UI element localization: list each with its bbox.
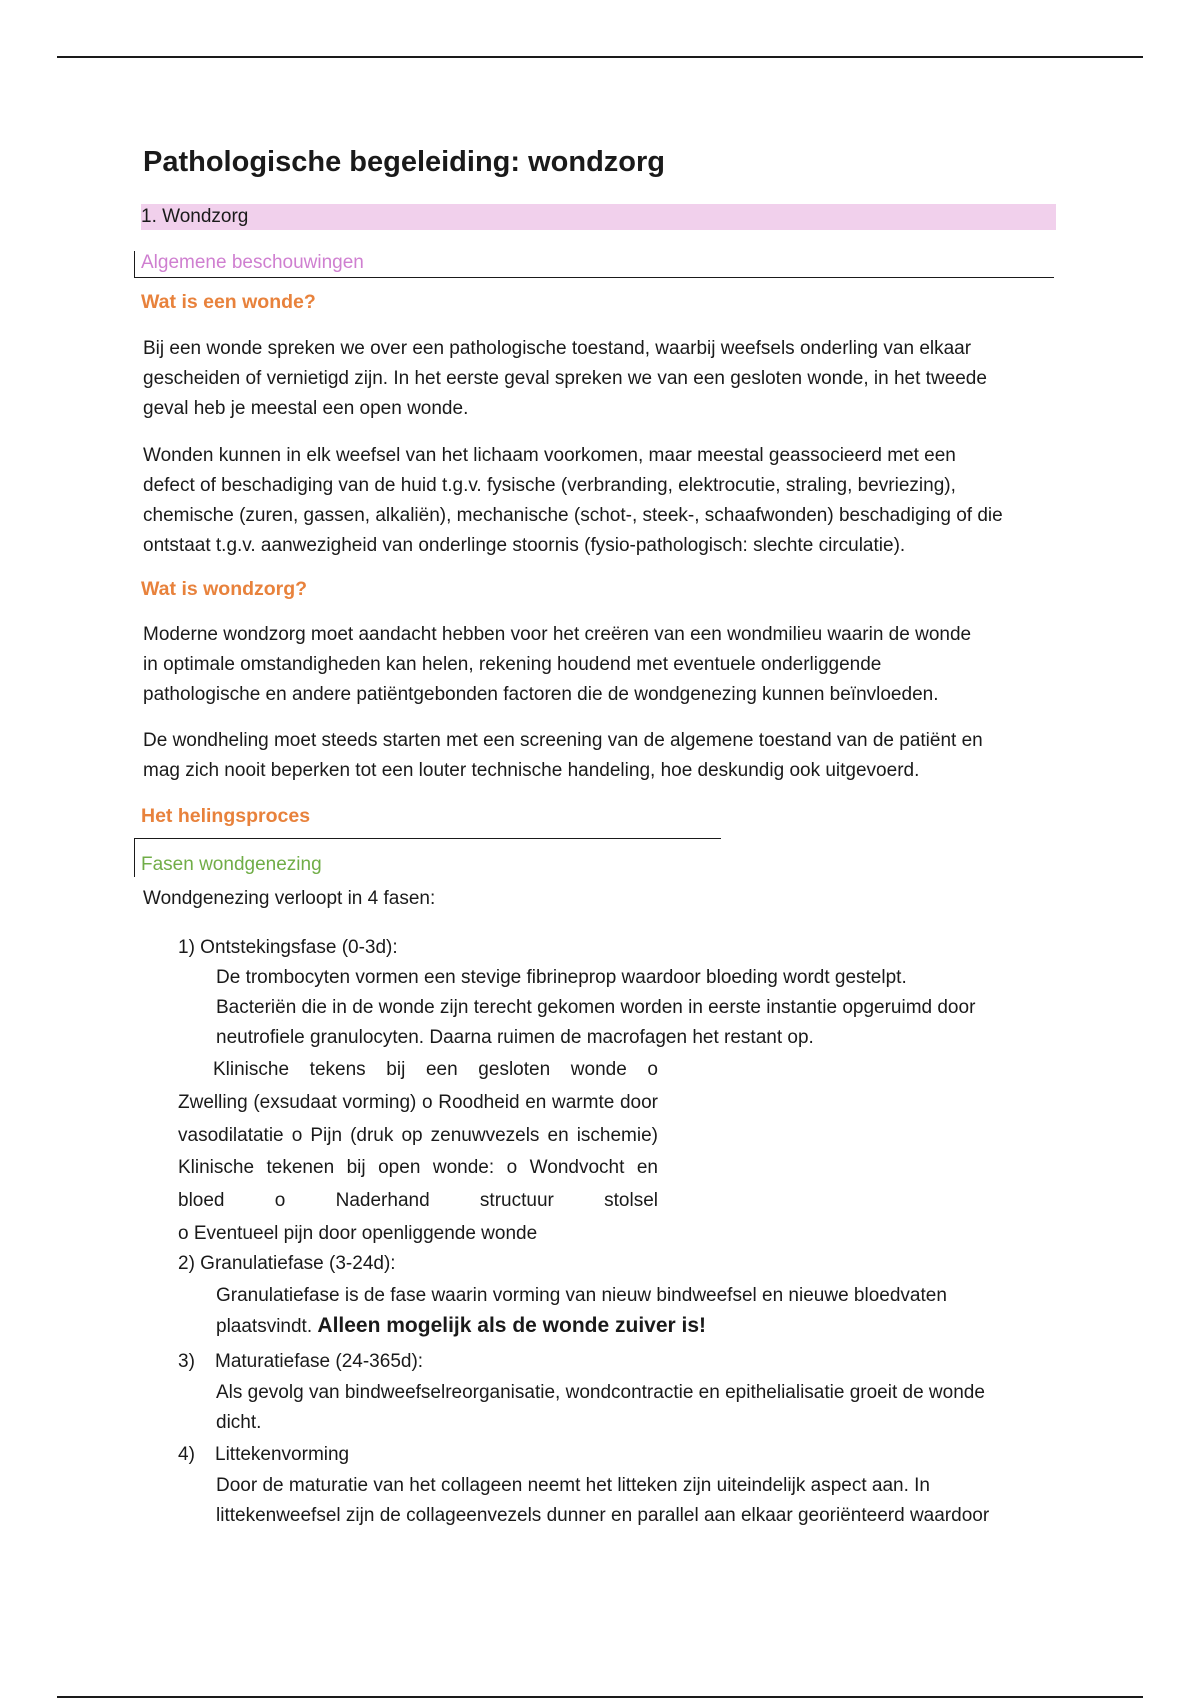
- phase-1-title: 1) Ontstekingsfase (0-3d):: [178, 937, 398, 958]
- text-line: Door de maturatie van het collageen neemt het litteken zijn uiteindelijk aspect aan. In: [216, 1475, 930, 1496]
- text-line: Wonden kunnen in elk weefsel van het lichaam voorkomen, maar meestal geassocieerd met een: [143, 445, 956, 466]
- phase-1-signs-block: Zwelling (exsudaat vorming) o Roodheid en warmte door vasodilatatie o Pijn (druk op zenuwvezels en ischemie) Klinische tekenen bij open wonde: o Wondvocht en bloed o Naderhand structuur stolsel: [178, 1092, 658, 1211]
- heading-wat-is-wonde: Wat is een wonde?: [141, 291, 316, 313]
- phase-1-description: [216, 963, 975, 1053]
- phase-1-signs-last: o Eventueel pijn door openliggende wonde: [178, 1223, 538, 1244]
- text-line: dicht.: [216, 1412, 262, 1433]
- section-heading: 1. Wondzorg: [141, 204, 1056, 230]
- text-line: pathologische en andere patiëntgebonden factoren die de wondgenezing kunnen beïnvloeden.: [143, 684, 939, 705]
- text-line: Bij een wonde spreken we over een pathologische toestand, waarbij weefsels onderling van elkaar: [143, 338, 972, 359]
- phase-3-description: [216, 1378, 985, 1438]
- phase-4-description: [216, 1471, 989, 1531]
- text-line: De wondheling moet steeds starten met een screening van de algemene toestand van de patiënt en: [143, 730, 983, 751]
- heading-wat-is-wondzorg: Wat is wondzorg?: [141, 578, 308, 600]
- phase-2-title: 2) Granulatiefase (3-24d):: [178, 1253, 396, 1274]
- text-line: defect of beschadiging van de huid t.g.v. fysische (verbranding, elektrocutie, straling, bevriezing),: [143, 475, 956, 496]
- phase-2-line-2-start: plaatsvindt.: [216, 1316, 313, 1337]
- text-line: Als gevolg van bindweefselreorganisatie, wondcontractie en epithelialisatie groeit de wonde: [216, 1382, 985, 1403]
- paragraph-modern-care: [143, 620, 971, 710]
- text-line: ontstaat t.g.v. aanwezigheid van onderlinge stoornis (fysio-pathologisch: slechte circulatie).: [143, 535, 906, 556]
- phase-2-emphasis: Alleen mogelijk als de wonde zuiver is!: [317, 1314, 707, 1337]
- text-line: littekenweefsel zijn de collageenvezels dunner en parallel aan elkaar georiënteerd waardoor: [216, 1505, 990, 1526]
- text-line: mag zich nooit beperken tot een louter technische handeling, hoe deskundig ook uitgevoerd.: [143, 760, 920, 781]
- phase-3-number: 3): [178, 1351, 195, 1372]
- phase-4-number: 4): [178, 1444, 195, 1465]
- subheading-fasen: Fasen wondgenezing: [134, 838, 721, 877]
- bottom-rule: [57, 1696, 1143, 1698]
- phase-4-title: Littekenvorming: [215, 1444, 350, 1465]
- text-line: gescheiden of vernietigd zijn. In het eerste geval spreken we van een gesloten wonde, in het tweede: [143, 368, 987, 389]
- paragraph-definition: [143, 334, 987, 424]
- text-line: Moderne wondzorg moet aandacht hebben voor het creëren van een wondmilieu waarin de wonde: [143, 624, 972, 645]
- phase-2-line-1: Granulatiefase is de fase waarin vorming van nieuw bindweefsel en nieuwe bloedvaten: [216, 1285, 947, 1306]
- text-line: De trombocyten vormen een stevige fibrineprop waardoor bloeding wordt gestelpt.: [216, 967, 907, 988]
- text-line: Bacteriën die in de wonde zijn terecht gekomen worden in eerste instantie opgeruimd door: [216, 997, 976, 1018]
- top-rule: [57, 56, 1143, 58]
- phase-1-signs-first: Klinische tekens bij een gesloten wonde o: [213, 1059, 658, 1080]
- paragraph-screening: [143, 726, 983, 786]
- heading-helingsproces: Het helingsproces: [141, 805, 311, 827]
- text-line: in optimale omstandigheden kan helen, rekening houdend met eventuele onderliggende: [143, 654, 882, 675]
- paragraph-wound-types: [143, 441, 1003, 561]
- phase-2-line-2: [216, 1311, 706, 1342]
- document-title: Pathologische begeleiding: wondzorg: [143, 146, 666, 178]
- subheading-algemene: Algemene beschouwingen: [134, 251, 1054, 278]
- intro-phases: Wondgenezing verloopt in 4 fasen:: [143, 888, 436, 909]
- phase-3-title: Maturatiefase (24-365d):: [215, 1351, 424, 1372]
- text-line: geval heb je meestal een open wonde.: [143, 398, 469, 419]
- text-line: neutrofiele granulocyten. Daarna ruimen de macrofagen het restant op.: [216, 1027, 814, 1048]
- text-line: chemische (zuren, gassen, alkaliën), mechanische (schot-, steek-, schaafwonden) beschadiging of die: [143, 505, 1003, 526]
